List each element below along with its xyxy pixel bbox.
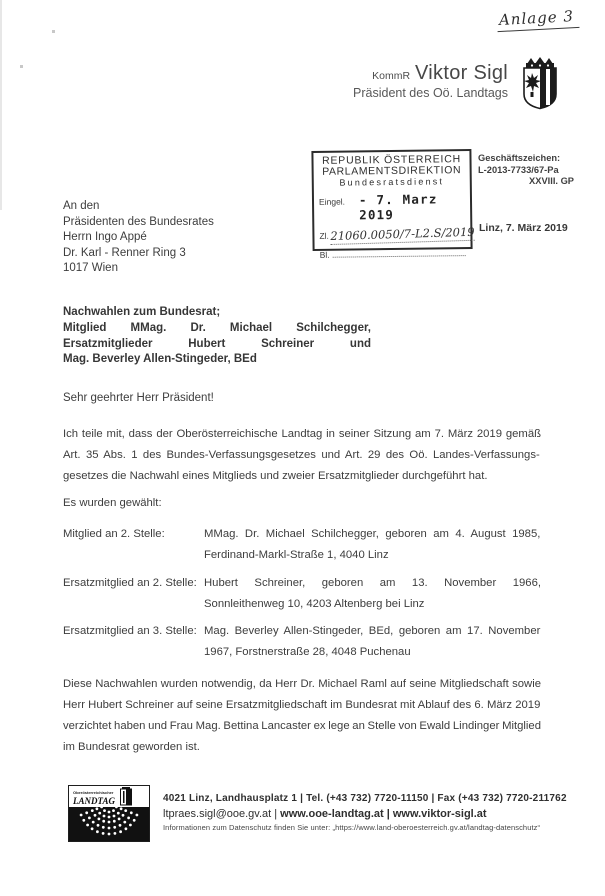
paragraph-line: Art. 35 Abs. 1 des Bundes-Verfassungsgesetzes und Art. 29 des Oö. Landes-Verfassungs- <box>63 449 540 461</box>
recipient-line: 1017 Wien <box>63 262 118 275</box>
recipient-address <box>63 199 214 277</box>
stamp-zl-label: Zl. <box>319 230 329 241</box>
stamp-bl-label: Bl. <box>319 249 330 260</box>
stamp-received-label: Eingel. <box>318 196 346 207</box>
body-paragraph-1 <box>63 424 541 487</box>
letterhead <box>353 56 563 110</box>
paragraph-line: im Bundesrat geworden ist. <box>63 741 200 753</box>
footer-separator: | <box>271 808 281 820</box>
subject-line: Nachwahlen zum Bundesrat; <box>63 306 221 318</box>
elected-list-intro: Es wurden gewählt: <box>63 497 162 509</box>
item-text <box>204 621 541 663</box>
stamp-org-line: REPUBLIK ÖSTERREICH <box>321 153 462 167</box>
svg-text:Oberösterreichischer: Oberösterreichischer <box>73 790 114 795</box>
landtag-logo <box>68 785 150 842</box>
item-line: Mag. Beverley Allen-Stingeder, BEd, geboren am 17. November <box>204 625 541 637</box>
item-line: Hubert Schreiner, geboren am 13. November 1966, <box>204 576 541 589</box>
sender-block <box>353 62 508 100</box>
list-item <box>63 621 541 663</box>
reference-session: XXVIII. GP <box>529 176 574 186</box>
stamp-org-line: Bundesratsdienst <box>339 176 445 188</box>
scan-speck <box>20 65 23 68</box>
footer <box>68 785 567 842</box>
stamp-org-line: PARLAMENTSDIREKTION <box>322 164 462 178</box>
footer-privacy-note: Informationen zum Datenschutz finden Sie unter: „https://www.land-oberoesterreich.gv.at/landtag-datenschutz“ <box>163 823 541 832</box>
recipient-line: An den <box>63 200 100 212</box>
item-label: Ersatzmitglied an 3. Stelle: <box>63 625 197 637</box>
stamp-zl-handwritten-value: 21060.0050/7-L2.S/2019 <box>330 224 476 244</box>
footer-email: ltpraes.sigl@ooe.gv.at <box>163 808 272 820</box>
item-line: Ferdinand-Markl-Straße 1, 4040 Linz <box>204 549 389 561</box>
subject-line: Ersatzmitglieder Hubert Schreiner und <box>63 337 371 350</box>
subject-line: Mitglied MMag. Dr. Michael Schilchegger, <box>63 321 371 334</box>
item-text <box>204 573 541 615</box>
elected-list <box>63 524 541 670</box>
scan-speck <box>52 30 55 33</box>
item-line: 1967, Forstnerstraße 28, 4048 Puchenau <box>204 646 411 658</box>
subject-block <box>63 305 371 368</box>
paragraph-line: gesetzes die Nachwahl eines Mitglieds und zweier Ersatzmitglieder durchgeführt hat. <box>63 470 488 482</box>
reference-label: Geschäftszeichen: <box>478 153 561 163</box>
item-label: Mitglied an 2. Stelle: <box>63 528 165 540</box>
salutation: Sehr geehrter Herr Präsident! <box>63 392 214 404</box>
recipient-line: Dr. Karl - Renner Ring 3 <box>63 246 186 259</box>
paragraph-line: Herr Hubert Schreiner auf seine Ersatzmitgliedschaft im Bundesrat mit Ablauf des 6. März 2019 <box>63 699 541 711</box>
subject-line: Mag. Beverley Allen-Stingeder, BEd <box>63 353 257 366</box>
stamp-bl-dotted-line <box>333 247 466 258</box>
upper-austria-coat-of-arms-icon <box>517 56 563 110</box>
handwritten-annotation: Anlage 3 <box>497 7 580 32</box>
footer-address-line: 4021 Linz, Landhausplatz 1 | Tel. (+43 732) 7720-11150 | Fax (+43 732) 7720-211762 <box>163 793 567 804</box>
list-item <box>63 524 541 566</box>
recipient-line: Präsidenten des Bundesrates <box>63 215 214 228</box>
received-stamp <box>311 149 476 260</box>
reference-block <box>478 153 574 188</box>
footer-websites: www.ooe-landtag.at | www.viktor-sigl.at <box>280 808 487 820</box>
paragraph-line: verzichtet haben und Frau Mag. Bettina Lancaster ex lege an Stelle von Ewald Lindinger Mitglied <box>63 720 542 732</box>
paragraph-line: Ich teile mit, dass der Oberösterreichische Landtag in seiner Sitzung am 7. März 2019 gemäß <box>63 428 541 440</box>
stamp-received-date: - 7. Marz 2019 <box>358 191 438 223</box>
recipient-line: Herrn Ingo Appé <box>63 231 147 244</box>
body-paragraph-2 <box>63 674 541 758</box>
reference-number: L-2013-7733/67-Pa <box>478 164 559 175</box>
item-label: Ersatzmitglied an 2. Stelle: <box>63 576 197 589</box>
date-line: Linz, 7. März 2019 <box>479 222 568 234</box>
sender-honorific: KommR <box>372 70 411 82</box>
item-line: MMag. Dr. Michael Schilchegger, geboren am 4. August 1985, <box>204 528 541 540</box>
footer-contact-block <box>163 785 567 842</box>
list-item <box>63 573 541 615</box>
footer-links-line <box>163 806 567 822</box>
item-line: Sonnleithenweg 10, 4203 Altenberg bei Linz <box>204 597 425 610</box>
sender-name: Viktor Sigl <box>415 62 508 84</box>
item-text <box>204 524 541 566</box>
svg-text:LANDTAG: LANDTAG <box>73 796 116 806</box>
scan-edge-artifact <box>0 0 2 210</box>
sender-title: Präsident des Oö. Landtags <box>353 86 508 100</box>
paragraph-line: Diese Nachwahlen wurden notwendig, da Herr Dr. Michael Raml auf seine Mitgliedschaft sowie <box>63 678 541 690</box>
